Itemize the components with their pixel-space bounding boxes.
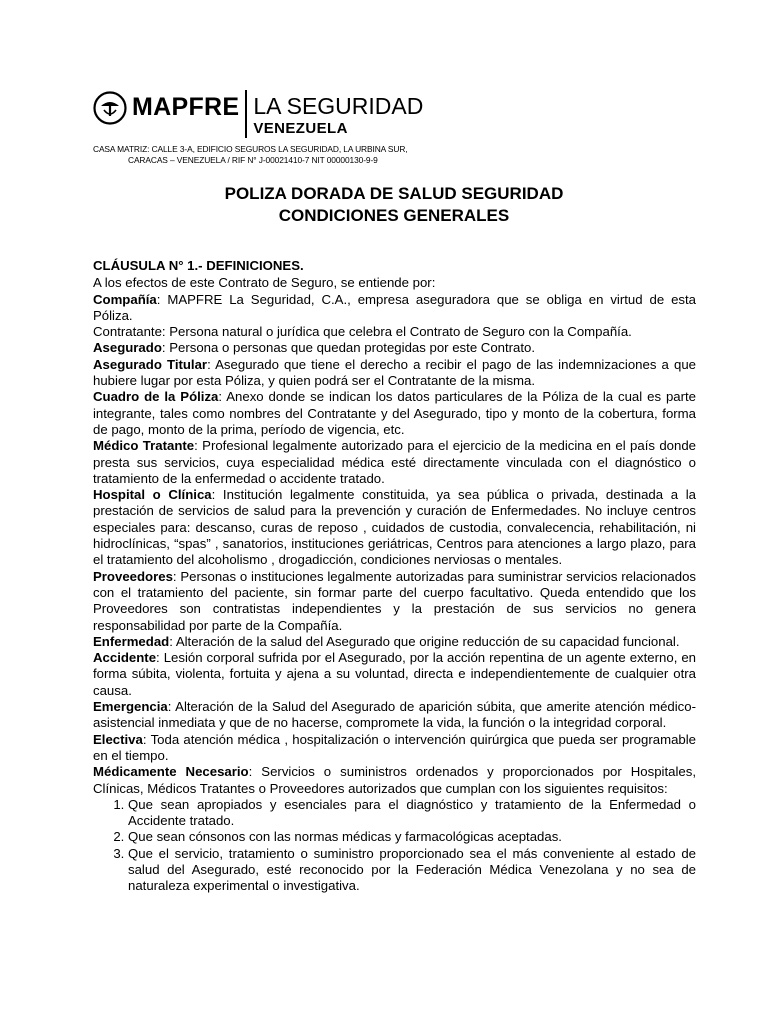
definition-term: Médicamente Necesario xyxy=(93,764,249,780)
definition-emergencia: Emergencia: Alteración de la Salud del Asegurado de aparición súbita, que amerite atención médico-asistencial inmediata y que de no hacerse, compromete la vida, la función o la integridad corporal. xyxy=(93,699,696,731)
definition-term: Enfermedad xyxy=(93,633,170,649)
definition-term: Asegurado Titular xyxy=(93,356,208,372)
definition-term: Asegurado xyxy=(93,340,162,356)
definition-term: Cuadro de la Póliza xyxy=(93,389,219,405)
definition-asegurado: Asegurado: Persona o personas que quedan protegidas por este Contrato. xyxy=(93,340,536,356)
list-item: 2. Que sean cónsonos con las normas médicas y farmacológicas aceptadas. xyxy=(128,829,696,845)
definition-contratante xyxy=(93,324,696,340)
company-name-line2: VENEZUELA xyxy=(253,120,348,137)
logo-divider xyxy=(245,90,247,138)
definition-medico-tratante: Médico Tratante: Profesional legalmente autorizado para el ejercicio de la medicina en el país donde presta sus servicios, cuya especialidad médica esté directamente vinculada con el diagnóstico o tratamiento de la enfermedad o accidente tratado. xyxy=(93,438,696,486)
list-item: 1. Que sean apropiados y esenciales para el diagnóstico y tratamiento de la Enfermedad o Accidente tratado. xyxy=(128,797,696,830)
address-line2: CARACAS – VENEZUELA / RIF N° J-00021410-7 NIT 00000130-9-9 xyxy=(128,155,378,165)
company-name xyxy=(253,90,423,138)
document-title: POLIZA DORADA DE SALUD SEGURIDAD xyxy=(224,184,564,203)
definition-text: Alteración de la Salud del Asegurado de aparición súbita, que amerite atención médico-asistencial inmediata y que de no hacerse, compromete la vida, la función o la integridad corporal. xyxy=(93,699,696,731)
definition-text: Toda atención médica , hospitalización o intervención quirúrgica que pueda ser programable en el tiempo. xyxy=(93,731,696,763)
company-address xyxy=(93,144,408,166)
definition-term: Proveedores xyxy=(93,568,173,584)
intro-paragraph: A los efectos de este Contrato de Seguro, se entiende por: xyxy=(93,275,436,291)
document-subtitle: CONDICIONES GENERALES xyxy=(278,206,510,225)
definition-proveedores: Proveedores: Personas o instituciones legalmente autorizadas para suministrar servicios relacionados con el tratamiento del paciente, sin formar parte del cuerpo facultativo. Queda entendido que los Proveedores son contratistas independientes y la prestación de sus servicios no genera responsabilidad por parte de la Compañía. xyxy=(93,568,697,633)
address-line1: CASA MATRIZ: CALLE 3-A, EDIFICIO SEGUROS LA SEGURIDAD, LA URBINA SUR, xyxy=(93,144,408,154)
list-item: 3. Que el servicio, tratamiento o suministro proporcionado sea el más conveniente al estado de salud del Asegurado, esté reconocido por la Federación Médica Venezolana y no sea de naturaleza experimental o investigativa. xyxy=(128,846,696,895)
clause-heading: CLÁUSULA N° 1.- DEFINICIONES. xyxy=(93,258,304,273)
mapfre-emblem-icon xyxy=(93,91,127,125)
definition-text: Alteración de la salud del Asegurado que origine reducción de su capacidad funcional. xyxy=(175,633,680,649)
definition-text: MAPFRE La Seguridad, C.A., empresa aseguradora que se obliga en virtud de esta Póliza. xyxy=(93,291,696,323)
definition-accidente: Accidente: Lesión corporal sufrida por el Asegurado, por la acción repentina de un agente externo, en forma súbita, violenta, fortuita y ajena a su voluntad, directa e independientemente de cualquier otra causa. xyxy=(93,650,697,698)
definition-hospital-clinica: Hospital o Clínica: Institución legalmente constituida, ya sea pública o privada, destinada a la prestación de servicios de salud para la prevención y curación de Enfermedades. No incluye centros especiales para: descanso, curas de reposo , cuidados de custodia, convalecencia, rehabilitación, ni hidroclínicas, “spas” , sanatorios, instituciones geriátricas, Centros para atenciones a largo plazo, para el tratamiento del alcoholismo , drogadicción, condiciones nerviosas o mentales. xyxy=(93,487,696,568)
definition-text: Persona o personas que quedan protegidas por este Contrato. xyxy=(169,340,536,356)
definition-term: Compañía xyxy=(93,291,157,307)
company-name-line1: LA SEGURIDAD xyxy=(253,93,424,119)
requirements-list xyxy=(93,797,696,895)
document-body xyxy=(93,258,696,895)
definition-term: Electiva xyxy=(93,731,143,747)
definition-term: Hospital o Clínica xyxy=(93,487,212,503)
definition-text: Institución legalmente constituida, ya sea pública o privada, destinada a la prestación de servicios de salud para la prevención y curación de Enfermedades. No incluye centros especiales para: descanso, curas de reposo , cuidados de custodia, convalecencia, rehabilitación, ni hidroclínicas, “spas” , sanatorios, instituciones geriátricas, Centros para atenciones a largo plazo, para el tratamiento del alcoholismo , drogadicción, condiciones nerviosas o mentales. xyxy=(93,487,696,568)
definition-text: Asegurado que tiene el derecho a recibir el pago de las indemnizaciones a que hubiere lugar por esta Póliza, y quien podrá ser el Contratante de la misma. xyxy=(93,356,696,389)
definition-term: Emergencia xyxy=(93,699,168,715)
company-logo xyxy=(93,90,423,140)
definition-text: Lesión corporal sufrida por el Asegurado, por la acción repentina de un agente externo, en forma súbita, violenta, fortuita y ajena a su voluntad, directa e independientemente de cualquier otra causa. xyxy=(93,650,697,698)
definition-enfermedad: Enfermedad: Alteración de la salud del Asegurado que origine reducción de su capacidad funcional. xyxy=(93,633,680,649)
definition-text: Contratante: Persona natural o jurídica que celebra el Contrato de Seguro con la Compañía. xyxy=(93,324,632,340)
definition-electiva: Electiva: Toda atención médica , hospitalización o intervención quirúrgica que pueda ser programable en el tiempo. xyxy=(93,731,696,763)
definition-text: Profesional legalmente autorizado para el ejercicio de la medicina en el país donde presta sus servicios, cuya especialidad médica esté directamente vinculada con el diagnóstico o tratamiento de la enfermedad o accidente tratado. xyxy=(93,438,696,486)
definition-text: Anexo donde se indican los datos particulares de la Póliza de la cual es parte integrante, tales como nombres del Contratante y del Asegurado, tipo y monto de la cobertura, forma de pago, monto de la prima, período de vigencia, etc. xyxy=(93,389,696,437)
definition-text: Servicios o suministros ordenados y proporcionados por Hospitales, Clínicas, Médicos Tratantes o Proveedores autorizados que cumplan con los siguientes requisitos: xyxy=(93,764,697,796)
definition-term: Médico Tratante xyxy=(93,438,195,454)
definition-cuadro-poliza: Cuadro de la Póliza: Anexo donde se indican los datos particulares de la Póliza de la cual es parte integrante, tales como nombres del Contratante y del Asegurado, tipo y monto de la cobertura, forma de pago, monto de la prima, período de vigencia, etc. xyxy=(93,389,696,437)
definition-text: Personas o instituciones legalmente autorizadas para suministrar servicios relacionados con el tratamiento del paciente, sin formar parte del cuerpo facultativo. Queda entendido que los Proveedores son contratistas independientes y la prestación de sus servicios no genera responsabilidad por parte de la Compañía. xyxy=(93,568,697,633)
definition-term: Accidente xyxy=(93,650,157,666)
brand-name: MAPFRE xyxy=(132,93,240,121)
definition-medicamente-necesario: Médicamente Necesario: Servicios o suministros ordenados y proporcionados por Hospitales, Clínicas, Médicos Tratantes o Proveedores autorizados que cumplan con los siguientes requisitos: xyxy=(93,764,697,796)
definition-compania: Compañía: MAPFRE La Seguridad, C.A., empresa aseguradora que se obliga en virtud de esta Póliza. xyxy=(93,291,696,323)
definition-asegurado-titular: Asegurado Titular: Asegurado que tiene el derecho a recibir el pago de las indemnizaciones a que hubiere lugar por esta Póliza, y quien podrá ser el Contratante de la misma. xyxy=(93,356,696,389)
